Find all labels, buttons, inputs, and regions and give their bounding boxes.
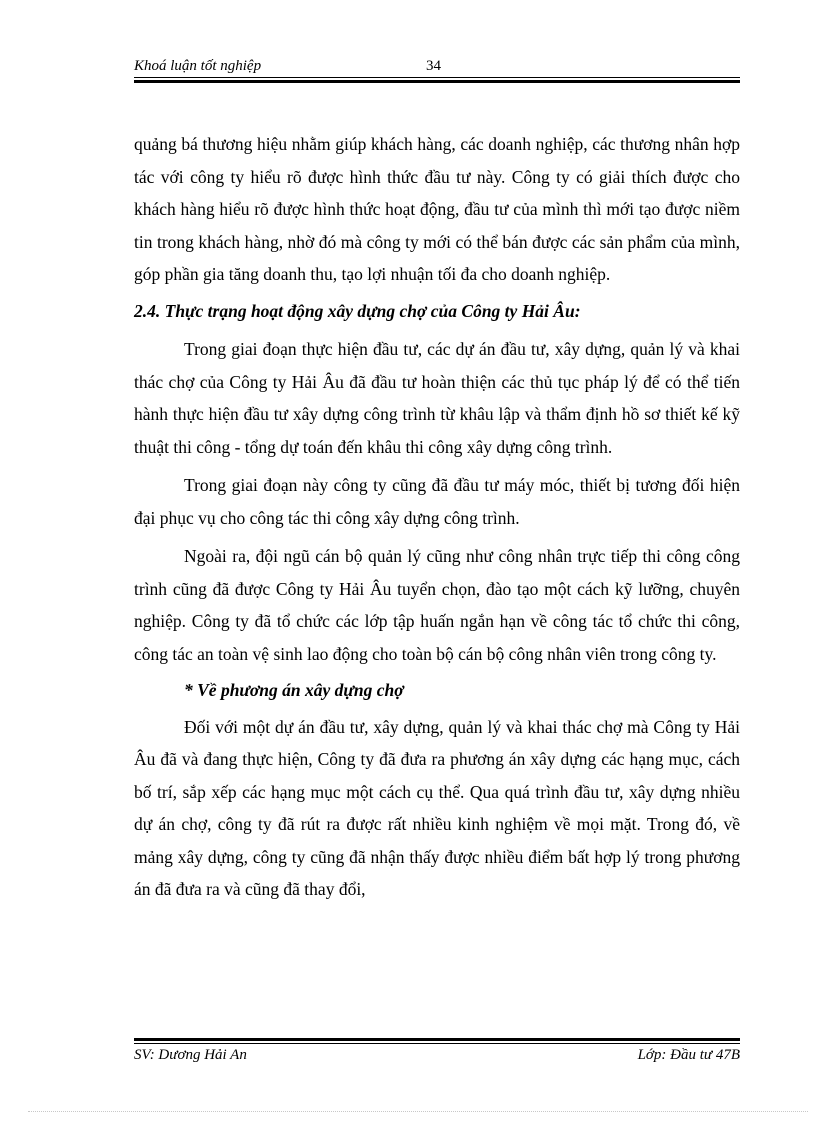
subsection-heading: * Về phương án xây dựng chợ [184,680,404,700]
page-number: 34 [426,58,441,74]
header-title: Khoá luận tốt nghiệp [134,58,262,74]
page-body [134,128,740,906]
footer-rule-thin [134,1043,740,1044]
paragraph-5: Đối với một dự án đầu tư, xây dựng, quản lý và khai thác chợ mà Công ty Hải Âu đã và đang thực hiện, Công ty đã đưa ra phương án xây dựng các hạng mục, cách bố trí, sắp xếp các hạng mục một cách cụ thể. Qua quá trình đầu tư, xây dựng nhiều dự án chợ, công ty đã rút ra được rất nhiều kinh nghiệm về mọi mặt. Trong đó, về mảng xây dựng, công ty cũng đã nhận thấy được nhiều điểm bất hợp lý trong phương án đã đưa ra và cũng đã thay đổi, [134,716,740,899]
paragraph-3: Trong giai đoạn này công ty cũng đã đầu tư máy móc, thiết bị tương đối hiện đại phục vụ cho công tác thi công xây dựng công trình. [134,475,740,528]
paragraph-2: Trong giai đoạn thực hiện đầu tư, các dự án đầu tư, xây dựng, quản lý và khai thác chợ của Công ty Hải Âu đã đầu tư hoàn thiện các thủ tục pháp lý để có thể tiến hành thực hiện đầu tư xây dựng công trình từ khâu lập và thẩm định hồ sơ thiết kế kỹ thuật thi công - tổng dự toán đến khâu thi công xây dựng công trình. [134,339,740,457]
page-header [134,56,740,76]
page-edge-dotted-line [28,1111,808,1112]
section-heading: 2.4. Thực trạng hoạt động xây dựng chợ của Công ty Hải Âu: [134,300,581,321]
footer-rule-thick [134,1038,740,1041]
footer-student: SV: Dương Hải An [134,1047,247,1063]
paragraph-1: quảng bá thương hiệu nhằm giúp khách hàng, các doanh nghiệp, các thương nhân hợp tác với công ty hiểu rõ được hình thức đầu tư này. Công ty có giải thích được cho khách hàng hiểu rõ được hình thức hoạt động, đầu tư của mình thì mới tạo được niềm tin trong khách hàng, nhờ đó mà công ty mới có thể bán được các sản phẩm của mình, góp phần gia tăng doanh thu, tạo lợi nhuận tối đa cho doanh nghiệp. [134,134,740,284]
footer-class: Lớp: Đầu tư 47B [637,1047,740,1063]
paragraph-4: Ngoài ra, đội ngũ cán bộ quản lý cũng như công nhân trực tiếp thi công công trình cũng đã được Công ty Hải Âu tuyển chọn, đào tạo một cách kỹ lưỡng, chuyên nghiệp. Công ty đã tổ chức các lớp tập huấn ngắn hạn về công tác tổ chức thi công, công tác an toàn vệ sinh lao động cho toàn bộ cán bộ công nhân viên trong công ty. [134,546,740,664]
header-rule-thick [134,80,740,83]
header-rule-thin [134,77,740,78]
page-footer [134,1047,740,1069]
